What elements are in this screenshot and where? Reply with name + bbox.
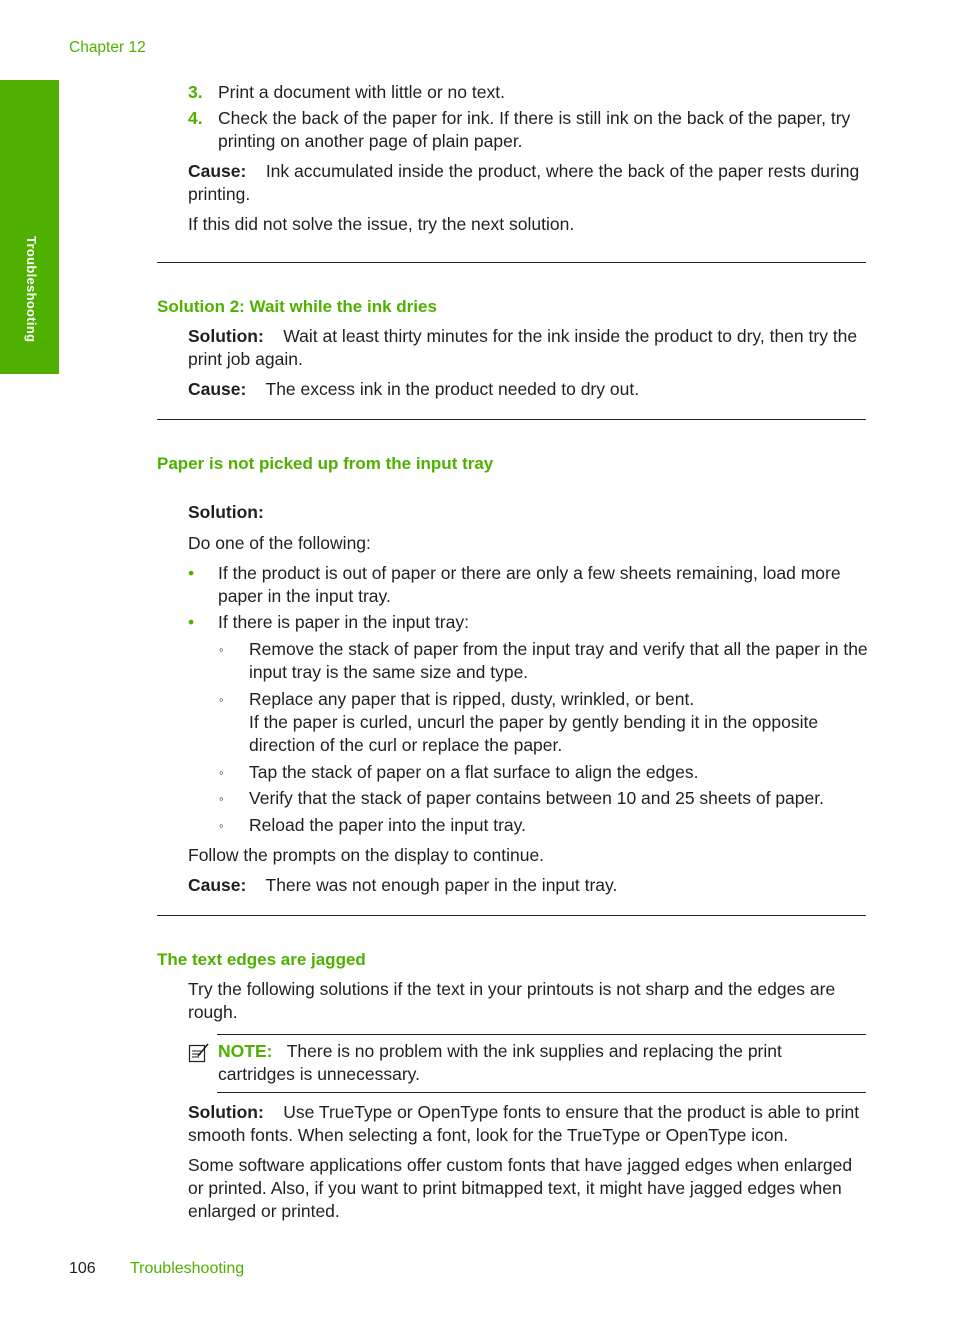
bullet-icon: •	[188, 612, 195, 632]
sub-list-item: Tap the stack of paper on a flat surface to align the edges.	[249, 762, 699, 782]
step-text: Check the back of the paper for ink. If there is still ink on the back of the paper, try printing on another page of plain paper.	[218, 108, 851, 151]
solution-paragraph	[188, 1101, 868, 1147]
solution-paragraph	[188, 325, 868, 371]
note-rule-top	[217, 1034, 866, 1035]
solution-text: Wait at least thirty minutes for the ink inside the product to dry, then try the print job again.	[188, 326, 858, 369]
section-heading: Paper is not picked up from the input tray	[157, 454, 494, 473]
sub-bullet-icon: ◦	[219, 692, 224, 707]
footer-section: Troubleshooting	[130, 1260, 245, 1277]
step-number: 3.	[188, 82, 203, 102]
cause-paragraph	[188, 874, 868, 897]
intro-text: Do one of the following:	[188, 533, 371, 553]
follow-text: Follow the prompts on the display to continue.	[188, 845, 545, 865]
page-number: 106	[69, 1260, 96, 1277]
solution-label: Solution:	[188, 502, 264, 522]
cause-label: Cause:	[188, 161, 247, 181]
cause-text: There was not enough paper in the input tray.	[265, 875, 618, 895]
sub-bullet-icon: ◦	[219, 818, 224, 833]
list-item: If the product is out of paper or there are only a few sheets remaining, load more paper in the input tray.	[218, 563, 841, 606]
extra-paragraph: Some software applications offer custom fonts that have jagged edges when enlarged or printed. Also, if you want to print bitmapped text, it might have jagged edges when enlarged or printed.	[188, 1155, 853, 1221]
section-divider	[157, 419, 866, 420]
side-tab-label: Troubleshooting	[24, 236, 39, 343]
section-divider	[157, 262, 866, 263]
sub-list-item: Replace any paper that is ripped, dusty, wrinkled, or bent.	[249, 689, 695, 709]
step-text: Print a document with little or no text.	[218, 82, 505, 102]
cause-text: Ink accumulated inside the product, where the back of the paper rests during printing.	[188, 161, 860, 204]
cause-label: Cause:	[188, 875, 247, 895]
note-paragraph	[218, 1040, 838, 1086]
cause-label: Cause:	[188, 379, 247, 399]
cause-paragraph	[188, 378, 868, 401]
list-item: If there is paper in the input tray:	[218, 612, 469, 632]
cause-paragraph	[188, 160, 868, 206]
sub-list-item: Reload the paper into the input tray.	[249, 815, 526, 835]
sub-list-item: Verify that the stack of paper contains between 10 and 25 sheets of paper.	[249, 788, 824, 808]
solution-text: Use TrueType or OpenType fonts to ensure that the product is able to print smooth fonts. When selecting a font, look for the TrueType or OpenType icon.	[188, 1102, 860, 1145]
section-heading: The text edges are jagged	[157, 950, 366, 969]
solution-label: Solution:	[188, 1102, 264, 1122]
note-label: NOTE:	[218, 1041, 273, 1061]
step-number: 4.	[188, 108, 203, 128]
sub-list-item: Remove the stack of paper from the input tray and verify that all the paper in the input tray is the same size and type.	[249, 639, 868, 682]
sub-bullet-icon: ◦	[219, 642, 224, 657]
cause-text: The excess ink in the product needed to dry out.	[265, 379, 640, 399]
note-text: There is no problem with the ink supplies and replacing the print cartridges is unnecessary.	[218, 1041, 782, 1084]
bullet-icon: •	[188, 563, 195, 583]
next-solution-text: If this did not solve the issue, try the next solution.	[188, 214, 575, 234]
solution-label: Solution:	[188, 326, 264, 346]
sub-bullet-icon: ◦	[219, 765, 224, 780]
sub-list-item-extra: If the paper is curled, uncurl the paper by gently bending it in the opposite direction of the curl or replace the paper.	[249, 712, 819, 755]
sub-bullet-icon: ◦	[219, 791, 224, 806]
note-icon	[188, 1042, 210, 1064]
chapter-header: Chapter 12	[69, 39, 146, 56]
intro-text: Try the following solutions if the text in your printouts is not sharp and the edges are rough.	[188, 979, 836, 1022]
note-rule-bottom	[217, 1092, 866, 1093]
section-heading: Solution 2: Wait while the ink dries	[157, 297, 437, 316]
section-divider	[157, 915, 866, 916]
